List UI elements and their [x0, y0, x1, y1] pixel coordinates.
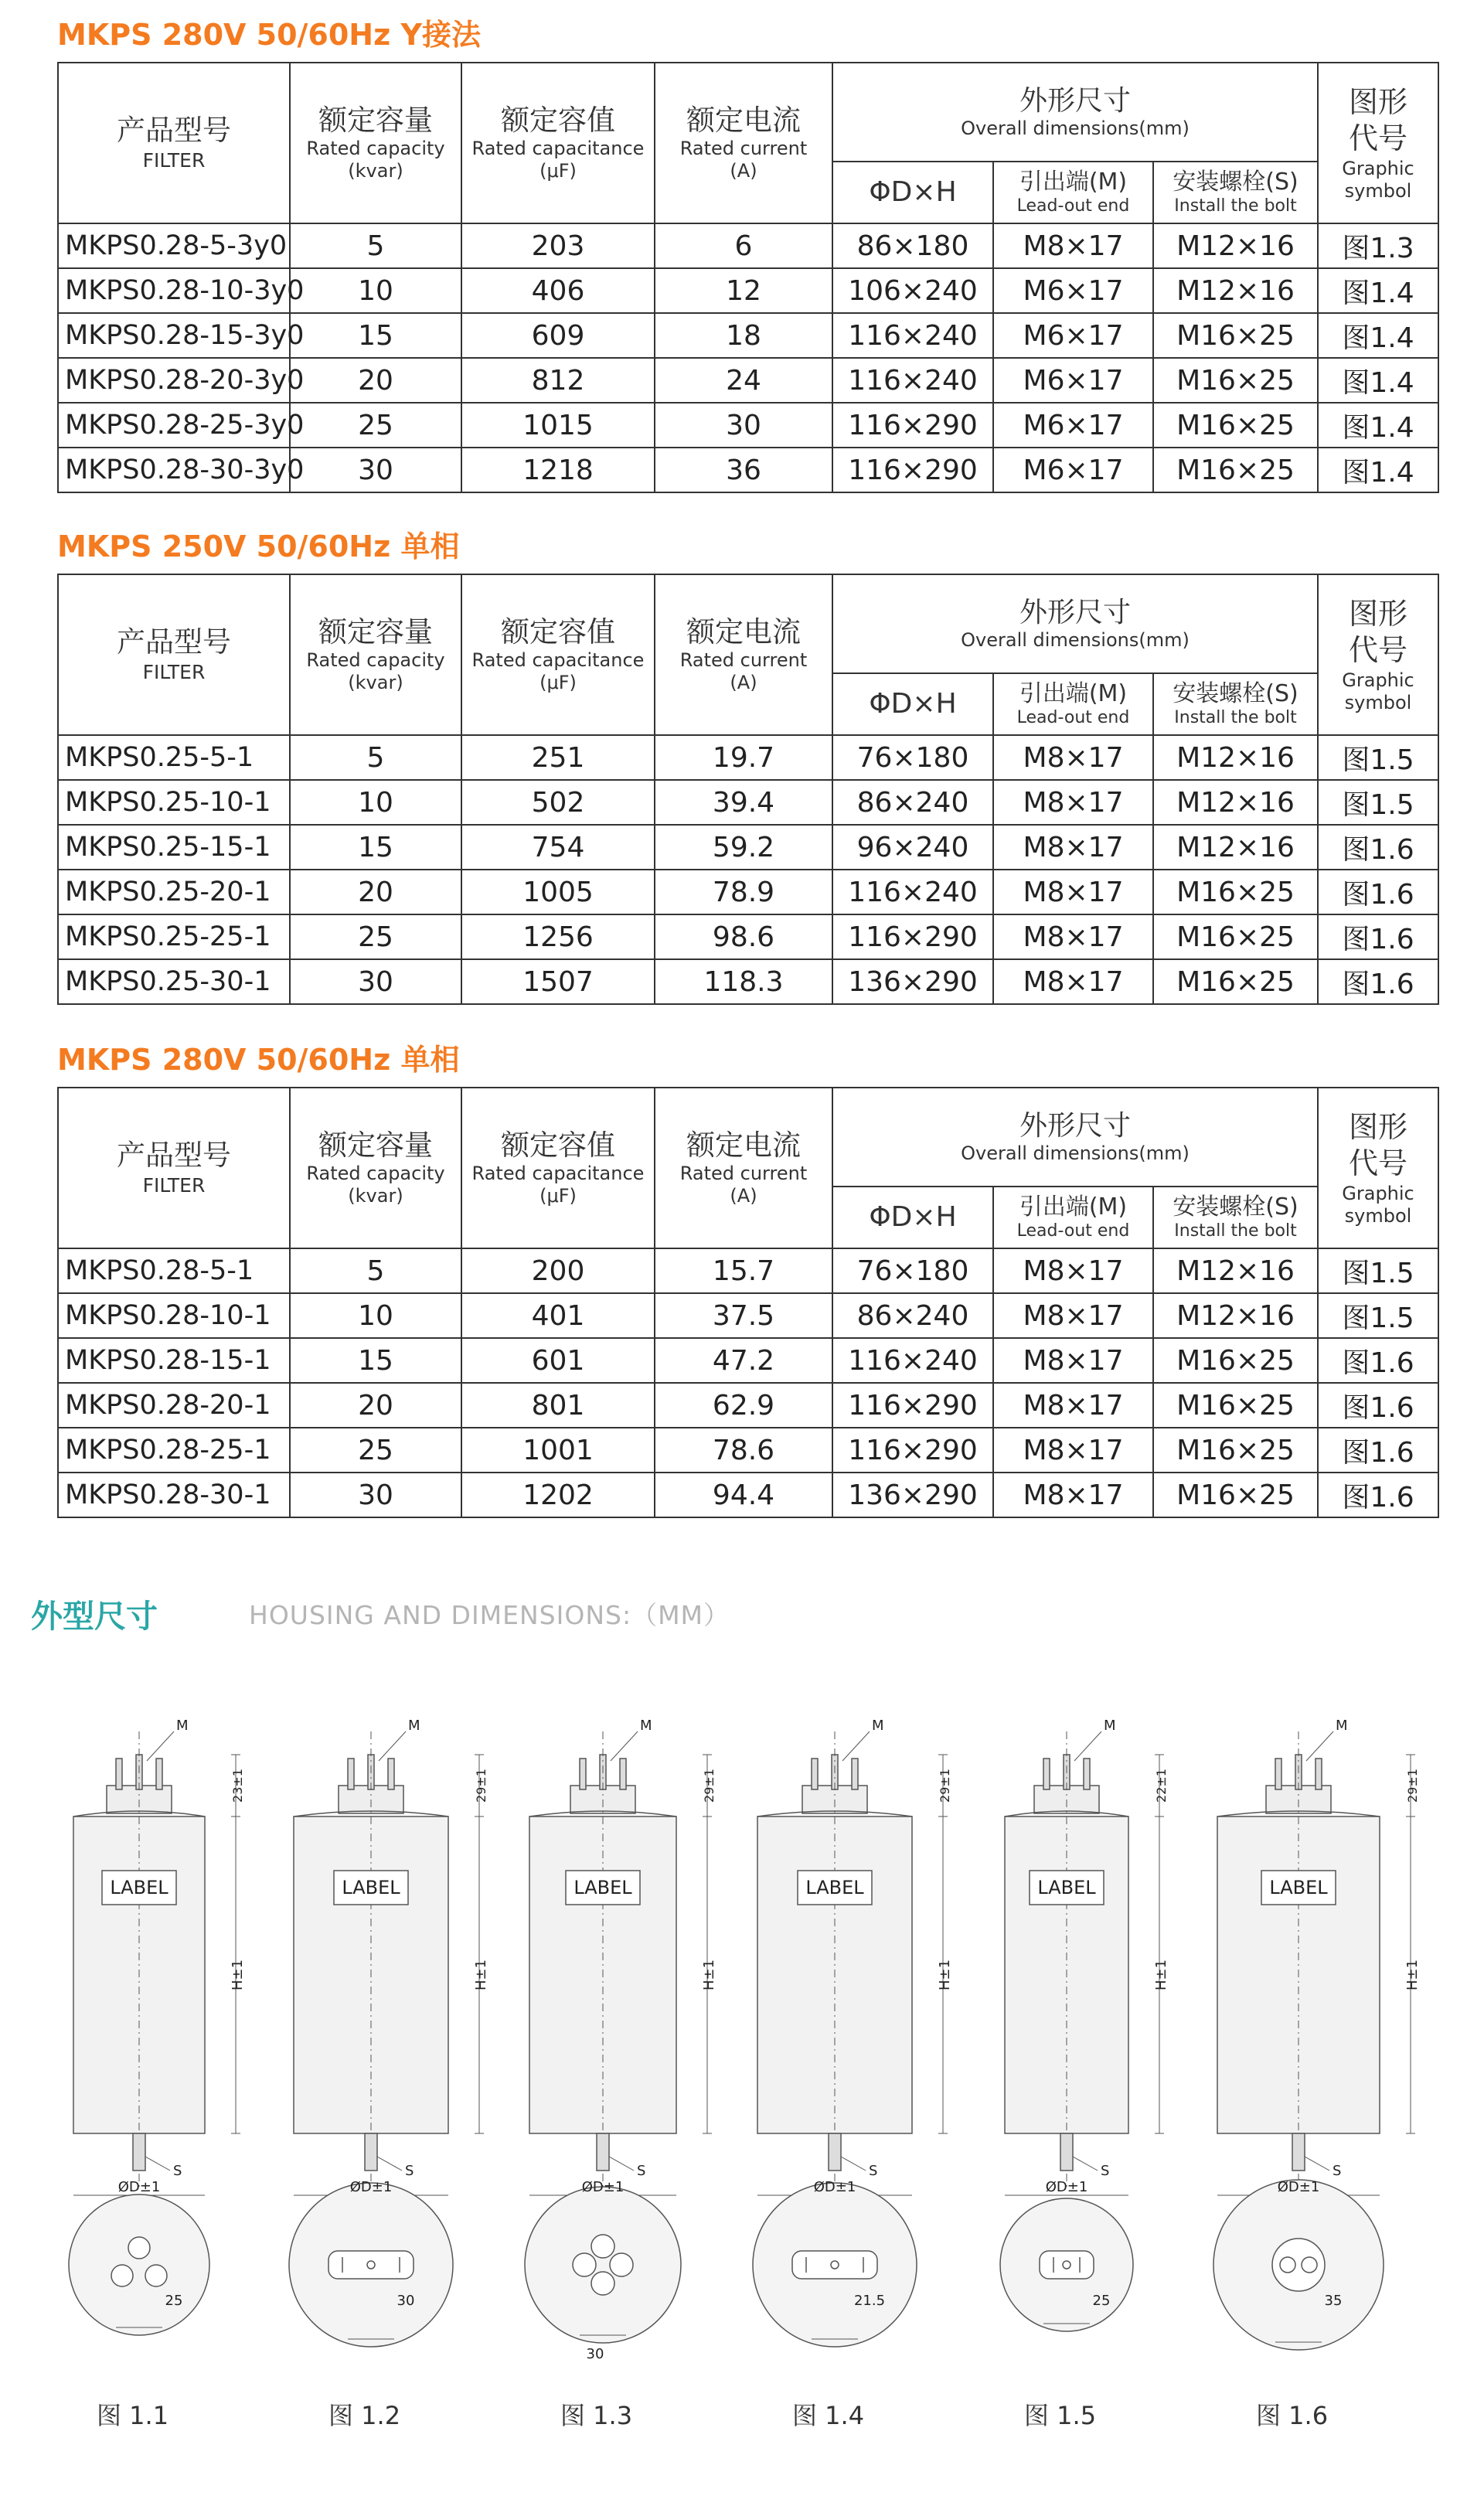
header-model: 产品型号 FILTER: [58, 1088, 290, 1248]
cell-dh: 116×240: [832, 358, 993, 403]
cell-bolt: M12×16: [1153, 825, 1318, 870]
cell-symbol: 图1.5: [1318, 780, 1438, 825]
s-label: S: [405, 2163, 414, 2179]
cell-bolt: M12×16: [1153, 268, 1318, 313]
header-symbol: 图形 代号 Graphic symbol: [1318, 1088, 1438, 1248]
label-box-text: LABEL: [805, 1877, 864, 1898]
figure-caption: 图 1.4: [792, 2401, 865, 2430]
cell-capacity: 10: [290, 268, 461, 313]
header-bolt: 安装螺栓(S) Install the bolt: [1153, 673, 1318, 735]
label-box-text: LABEL: [574, 1877, 632, 1898]
m-label: M: [640, 1718, 652, 1734]
table-row: [58, 1338, 1438, 1383]
cell-dh: 116×290: [832, 403, 993, 448]
cell-current: 39.4: [655, 780, 832, 825]
cell-lead: M6×17: [993, 448, 1153, 492]
cell-model: MKPS0.25-25-1: [58, 914, 290, 959]
cell-model: MKPS0.28-25-3y0: [58, 403, 290, 448]
cell-capacity: 25: [290, 403, 461, 448]
capacitor-drawing: [974, 1654, 1198, 2350]
cell-lead: M8×17: [993, 914, 1153, 959]
cell-symbol: 图1.4: [1318, 268, 1438, 313]
table-row: [58, 914, 1438, 959]
cell-lead: M8×17: [993, 1473, 1153, 1517]
header-lead: 引出端(M) Lead-out end: [993, 673, 1153, 735]
cell-model: MKPS0.28-5-1: [58, 1248, 290, 1293]
header-capacity: 额定容量 Rated capacity (kvar): [290, 574, 461, 735]
m-label: M: [176, 1718, 189, 1734]
cell-capacity: 30: [290, 959, 461, 1004]
cell-capacity: 10: [290, 780, 461, 825]
header-symbol: 图形 代号 Graphic symbol: [1318, 63, 1438, 223]
cell-dh: 116×290: [832, 1383, 993, 1428]
bottom-dimension: 25: [1092, 2293, 1111, 2309]
cell-symbol: 图1.4: [1318, 403, 1438, 448]
header-symbol: 图形 代号 Graphic symbol: [1318, 574, 1438, 735]
cell-symbol: 图1.4: [1318, 313, 1438, 358]
header-dh: ΦD×H: [832, 162, 993, 223]
cell-current: 118.3: [655, 959, 832, 1004]
cell-capacity: 5: [290, 223, 461, 268]
table-row: [58, 313, 1438, 358]
cell-symbol: 图1.4: [1318, 358, 1438, 403]
table-row: [58, 268, 1438, 313]
cell-capacity: 25: [290, 914, 461, 959]
cell-symbol: 图1.6: [1318, 959, 1438, 1004]
diameter-label: ØD±1: [1277, 2179, 1320, 2195]
cell-symbol: 图1.6: [1318, 870, 1438, 914]
capacitor-drawing: [1206, 1654, 1430, 2350]
cell-dh: 106×240: [832, 268, 993, 313]
cell-lead: M6×17: [993, 268, 1153, 313]
cell-capacitance: 1015: [461, 403, 655, 448]
capacitor-figure-3: [510, 1654, 734, 2430]
header-current: 额定电流 Rated current (A): [655, 1088, 832, 1248]
cell-model: MKPS0.28-10-1: [58, 1293, 290, 1338]
cell-bolt: M16×25: [1153, 1473, 1318, 1517]
cell-bolt: M16×25: [1153, 403, 1318, 448]
cell-current: 94.4: [655, 1473, 832, 1517]
dimensions-title: 外型尺寸: [31, 1598, 158, 1635]
cell-current: 36: [655, 448, 832, 492]
diameter-label: ØD±1: [349, 2179, 393, 2195]
table-row: [58, 959, 1438, 1004]
header-model: 产品型号 FILTER: [58, 63, 290, 223]
s-label: S: [1101, 2163, 1110, 2179]
cell-lead: M8×17: [993, 1383, 1153, 1428]
section-title-3: MKPS 280V 50/60Hz 单相: [57, 1043, 460, 1077]
cell-model: MKPS0.28-10-3y0: [58, 268, 290, 313]
cell-capacity: 15: [290, 825, 461, 870]
label-box-text: LABEL: [342, 1877, 400, 1898]
cell-model: MKPS0.28-30-3y0: [58, 448, 290, 492]
header-model: 产品型号 FILTER: [58, 574, 290, 735]
cell-bolt: M12×16: [1153, 780, 1318, 825]
cell-capacitance: 200: [461, 1248, 655, 1293]
top-dimension: 23±1: [230, 1769, 245, 1803]
capacitor-drawing: [278, 1654, 502, 2350]
table-row: [58, 1473, 1438, 1517]
cell-bolt: M16×25: [1153, 914, 1318, 959]
header-lead: 引出端(M) Lead-out end: [993, 162, 1153, 223]
cell-symbol: 图1.5: [1318, 1248, 1438, 1293]
h-dimension: H±1: [473, 1959, 489, 1991]
top-dimension: 29±1: [1405, 1769, 1420, 1803]
cell-capacitance: 1001: [461, 1428, 655, 1473]
cell-capacity: 20: [290, 870, 461, 914]
cell-dh: 86×180: [832, 223, 993, 268]
figure-caption: 图 1.2: [328, 2401, 401, 2430]
header-capacitance: 额定容值 Rated capacitance (μF): [461, 63, 655, 223]
cell-model: MKPS0.28-30-1: [58, 1473, 290, 1517]
cell-dh: 136×290: [832, 959, 993, 1004]
cell-capacitance: 801: [461, 1383, 655, 1428]
capacitor-figure-5: [974, 1654, 1198, 2430]
s-label: S: [1333, 2163, 1342, 2179]
bottom-dimension: 25: [165, 2293, 183, 2309]
capacitor-figure-2: [278, 1654, 502, 2430]
capacitor-figure-1: [46, 1654, 271, 2430]
header-bolt: 安装螺栓(S) Install the bolt: [1153, 1187, 1318, 1248]
cell-symbol: 图1.6: [1318, 1473, 1438, 1517]
table-row: [58, 825, 1438, 870]
header-dimensions: 外形尺寸 Overall dimensions(mm): [832, 574, 1318, 673]
cell-symbol: 图1.6: [1318, 1383, 1438, 1428]
capacitor-drawing: [46, 1654, 271, 2350]
cell-lead: M8×17: [993, 1338, 1153, 1383]
cell-model: MKPS0.28-15-1: [58, 1338, 290, 1383]
diameter-label: ØD±1: [1045, 2179, 1088, 2195]
m-label: M: [1104, 1718, 1116, 1734]
cell-capacity: 15: [290, 313, 461, 358]
table-row: [58, 448, 1438, 492]
cell-bolt: M16×25: [1153, 1338, 1318, 1383]
cell-current: 78.6: [655, 1428, 832, 1473]
table-row: [58, 1383, 1438, 1428]
cell-symbol: 图1.3: [1318, 223, 1438, 268]
table-row: [58, 1293, 1438, 1338]
cell-capacitance: 401: [461, 1293, 655, 1338]
cell-model: MKPS0.25-20-1: [58, 870, 290, 914]
cell-lead: M8×17: [993, 959, 1153, 1004]
diameter-label: ØD±1: [813, 2179, 856, 2195]
cell-model: MKPS0.25-15-1: [58, 825, 290, 870]
header-bolt: 安装螺栓(S) Install the bolt: [1153, 162, 1318, 223]
cell-capacitance: 1218: [461, 448, 655, 492]
cell-capacity: 15: [290, 1338, 461, 1383]
cell-bolt: M16×25: [1153, 959, 1318, 1004]
s-label: S: [869, 2163, 878, 2179]
cell-dh: 116×240: [832, 313, 993, 358]
cell-model: MKPS0.28-15-3y0: [58, 313, 290, 358]
diameter-label: ØD±1: [117, 2179, 161, 2195]
capacitor-figure-4: [742, 1654, 966, 2430]
h-dimension: H±1: [1404, 1959, 1421, 1991]
spec-table-3: [57, 1087, 1439, 1518]
cell-dh: 76×180: [832, 735, 993, 780]
cell-current: 59.2: [655, 825, 832, 870]
cell-capacity: 10: [290, 1293, 461, 1338]
spec-table-1: [57, 62, 1439, 493]
capacitor-drawing: [510, 1654, 734, 2362]
header-current: 额定电流 Rated current (A): [655, 63, 832, 223]
header-capacitance: 额定容值 Rated capacitance (μF): [461, 574, 655, 735]
cell-capacitance: 812: [461, 358, 655, 403]
capacitor-drawing: [742, 1654, 966, 2350]
m-label: M: [1336, 1718, 1348, 1734]
cell-model: MKPS0.28-25-1: [58, 1428, 290, 1473]
cell-lead: M8×17: [993, 780, 1153, 825]
cell-capacitance: 251: [461, 735, 655, 780]
cell-current: 18: [655, 313, 832, 358]
top-dimension: 22±1: [1154, 1769, 1169, 1803]
cell-current: 24: [655, 358, 832, 403]
label-box-text: LABEL: [1269, 1877, 1328, 1898]
cell-bolt: M12×16: [1153, 1248, 1318, 1293]
table-row: [58, 223, 1438, 268]
cell-bolt: M16×25: [1153, 1428, 1318, 1473]
header-capacitance: 额定容值 Rated capacitance (μF): [461, 1088, 655, 1248]
cell-capacity: 30: [290, 448, 461, 492]
cell-capacitance: 1005: [461, 870, 655, 914]
bottom-dimension: 30: [397, 2293, 415, 2309]
cell-bolt: M12×16: [1153, 223, 1318, 268]
m-label: M: [872, 1718, 884, 1734]
cell-capacity: 5: [290, 1248, 461, 1293]
cell-current: 47.2: [655, 1338, 832, 1383]
cell-dh: 116×290: [832, 914, 993, 959]
cell-symbol: 图1.5: [1318, 1293, 1438, 1338]
cell-dh: 96×240: [832, 825, 993, 870]
cell-dh: 86×240: [832, 1293, 993, 1338]
cell-current: 98.6: [655, 914, 832, 959]
cell-capacity: 25: [290, 1428, 461, 1473]
table-row: [58, 1248, 1438, 1293]
cell-dh: 116×240: [832, 870, 993, 914]
s-label: S: [173, 2163, 182, 2179]
header-capacity: 额定容量 Rated capacity (kvar): [290, 1088, 461, 1248]
cell-capacity: 20: [290, 358, 461, 403]
cell-capacitance: 1256: [461, 914, 655, 959]
cell-lead: M8×17: [993, 870, 1153, 914]
cell-symbol: 图1.6: [1318, 914, 1438, 959]
cell-current: 78.9: [655, 870, 832, 914]
cell-capacitance: 1507: [461, 959, 655, 1004]
cell-capacitance: 754: [461, 825, 655, 870]
cell-symbol: 图1.6: [1318, 1428, 1438, 1473]
table-row: [58, 403, 1438, 448]
cell-capacity: 30: [290, 1473, 461, 1517]
cell-lead: M8×17: [993, 1428, 1153, 1473]
cell-lead: M6×17: [993, 403, 1153, 448]
cell-capacitance: 601: [461, 1338, 655, 1383]
cell-dh: 136×290: [832, 1473, 993, 1517]
bottom-dimension: 30: [586, 2346, 604, 2362]
section-title-2: MKPS 250V 50/60Hz 单相: [57, 529, 460, 564]
figure-caption: 图 1.3: [560, 2401, 633, 2430]
header-capacity: 额定容量 Rated capacity (kvar): [290, 63, 461, 223]
m-label: M: [408, 1718, 420, 1734]
s-label: S: [637, 2163, 646, 2179]
cell-dh: 116×290: [832, 1428, 993, 1473]
cell-capacitance: 609: [461, 313, 655, 358]
cell-symbol: 图1.6: [1318, 1338, 1438, 1383]
table-row: [58, 358, 1438, 403]
cell-symbol: 图1.4: [1318, 448, 1438, 492]
top-dimension: 29±1: [938, 1769, 952, 1803]
cell-model: MKPS0.25-5-1: [58, 735, 290, 780]
cell-current: 19.7: [655, 735, 832, 780]
bottom-dimension: 21.5: [853, 2293, 886, 2309]
table-row: [58, 1428, 1438, 1473]
cell-model: MKPS0.25-30-1: [58, 959, 290, 1004]
cell-capacitance: 406: [461, 268, 655, 313]
cell-lead: M8×17: [993, 223, 1153, 268]
figure-caption: 图 1.5: [1024, 2401, 1097, 2430]
cell-model: MKPS0.28-5-3y0: [58, 223, 290, 268]
diameter-label: ØD±1: [581, 2179, 625, 2195]
cell-model: MKPS0.25-10-1: [58, 780, 290, 825]
cell-current: 15.7: [655, 1248, 832, 1293]
cell-capacity: 20: [290, 1383, 461, 1428]
cell-bolt: M12×16: [1153, 1293, 1318, 1338]
cell-dh: 76×180: [832, 1248, 993, 1293]
table-row: [58, 780, 1438, 825]
cell-lead: M8×17: [993, 1248, 1153, 1293]
label-box-text: LABEL: [110, 1877, 168, 1898]
cell-lead: M8×17: [993, 1293, 1153, 1338]
header-lead: 引出端(M) Lead-out end: [993, 1187, 1153, 1248]
h-dimension: H±1: [701, 1959, 717, 1991]
cell-capacitance: 203: [461, 223, 655, 268]
header-current: 额定电流 Rated current (A): [655, 574, 832, 735]
figure-caption: 图 1.6: [1256, 2401, 1329, 2430]
cell-model: MKPS0.28-20-3y0: [58, 358, 290, 403]
h-dimension: H±1: [230, 1959, 246, 1991]
figure-caption: 图 1.1: [97, 2401, 169, 2430]
cell-current: 62.9: [655, 1383, 832, 1428]
cell-dh: 86×240: [832, 780, 993, 825]
label-box-text: LABEL: [1037, 1877, 1096, 1898]
cell-capacitance: 502: [461, 780, 655, 825]
cell-bolt: M16×25: [1153, 313, 1318, 358]
h-dimension: H±1: [1153, 1959, 1169, 1991]
top-dimension: 29±1: [474, 1769, 488, 1803]
cell-lead: M8×17: [993, 735, 1153, 780]
cell-bolt: M16×25: [1153, 1383, 1318, 1428]
h-dimension: H±1: [937, 1959, 953, 1991]
cell-symbol: 图1.6: [1318, 825, 1438, 870]
dimensions-subtitle: HOUSING AND DIMENSIONS:（MM）: [249, 1600, 730, 1630]
cell-symbol: 图1.5: [1318, 735, 1438, 780]
cell-dh: 116×290: [832, 448, 993, 492]
cell-current: 6: [655, 223, 832, 268]
header-dh: ΦD×H: [832, 1187, 993, 1248]
table-row: [58, 870, 1438, 914]
top-dimension: 29±1: [702, 1769, 716, 1803]
capacitor-figure-6: [1206, 1654, 1430, 2430]
cell-current: 12: [655, 268, 832, 313]
cell-bolt: M12×16: [1153, 735, 1318, 780]
spec-table-2: [57, 574, 1439, 1005]
cell-model: MKPS0.28-20-1: [58, 1383, 290, 1428]
table-row: [58, 735, 1438, 780]
cell-current: 37.5: [655, 1293, 832, 1338]
cell-bolt: M16×25: [1153, 448, 1318, 492]
header-dimensions: 外形尺寸 Overall dimensions(mm): [832, 63, 1318, 162]
cell-capacity: 5: [290, 735, 461, 780]
section-title-1: MKPS 280V 50/60Hz Y接法: [57, 18, 481, 52]
cell-dh: 116×240: [832, 1338, 993, 1383]
cell-bolt: M16×25: [1153, 358, 1318, 403]
cell-lead: M6×17: [993, 313, 1153, 358]
cell-lead: M8×17: [993, 825, 1153, 870]
cell-current: 30: [655, 403, 832, 448]
header-dh: ΦD×H: [832, 673, 993, 735]
header-dimensions: 外形尺寸 Overall dimensions(mm): [832, 1088, 1318, 1187]
cell-capacitance: 1202: [461, 1473, 655, 1517]
cell-lead: M6×17: [993, 358, 1153, 403]
bottom-dimension: 35: [1324, 2293, 1343, 2309]
cell-bolt: M16×25: [1153, 870, 1318, 914]
